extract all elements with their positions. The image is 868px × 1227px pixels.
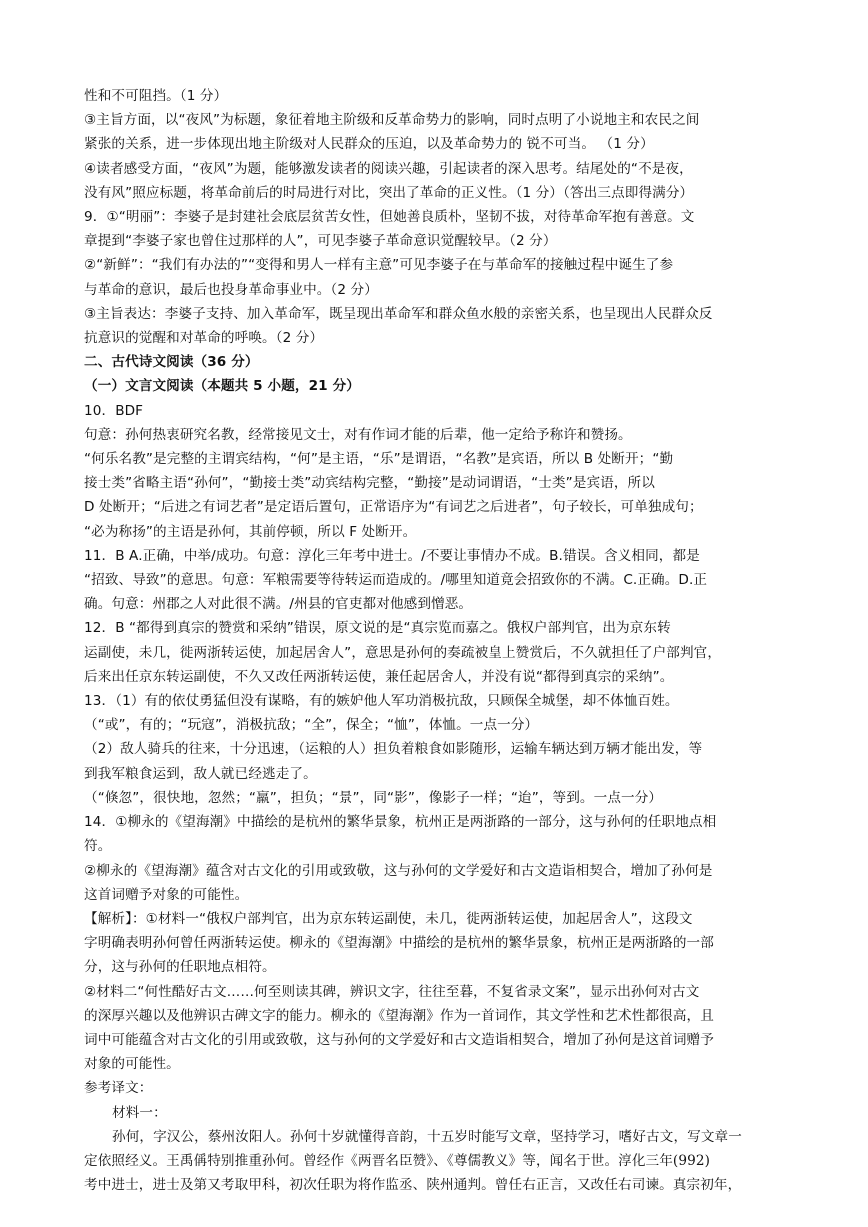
translation-line: 考中进士，进士及第又考取甲科，初次任职为将作监丞、陕州通判。曾任右正言，又改任右司谏。真宗初年， (84, 1177, 742, 1194)
text-line: ③主旨表达：李婆子支持、加入革命军，既呈现出革命军和群众鱼水般的亲密关系，也呈现出人民群众反 (84, 305, 713, 322)
text-line: 13．（1）有的依仗勇猛但没有谋略，有的嫉妒他人军功消极抗敌，只顾保全城堡，却不体恤百姓。 (84, 693, 679, 710)
text-line: ②“新鲜”：“我们有办法的”“变得和男人一样有主意”可见李婆子在与革命军的接触过程中诞生了参 (84, 257, 674, 274)
text-line: 的深厚兴趣以及他辨识古碑文字的能力。柳永的《望海潮》作为一首词作，其文学性和艺术性都很高，且 (84, 1007, 714, 1024)
text-line: “必为称扬”的主语是孙何，其前停顿，所以 F 处断开。 (84, 523, 417, 540)
subsection-heading: （一）文言文阅读（本题共 5 小题，21 分） (84, 378, 360, 395)
text-line: 9．①“明丽”：李婆子是封建社会底层贫苦女性，但她善良质朴，坚韧不拔，对待革命军抱有善意。文 (84, 209, 695, 226)
text-line: （“倏忽”，很快地，忽然；“羸”，担负；“景”，同“影”，像影子一样；“迨”，等到。一点一分） (84, 789, 663, 806)
text-line: 对象的可能性。 (84, 1056, 180, 1073)
text-line: 10．BDF (84, 402, 144, 419)
text-line: ④读者感受方面，“夜风”为题，能够激发读者的阅读兴趣，引起读者的深入思考。结尾处的“不是夜， (84, 160, 693, 177)
translation-line: 孙何，字汉公，蔡州汝阳人。孙何十岁就懂得音韵，十五岁时能写文章，坚持学习，嗜好古文，写文章一 (112, 1128, 742, 1145)
text-line: 性和不可阻挡。（1 分） (84, 88, 228, 104)
text-line: 紧张的关系，进一步体现出地主阶级对人民群众的压迫，以及革命势力的 锐不可当。 （1 分） (84, 136, 654, 153)
text-line: 12．B “都得到真宗的赞赏和采纳”错误，原文说的是“真宗览而嘉之。俄权户部判官，出为京东转 (84, 620, 671, 637)
text-line: “何乐名教”是完整的主谓宾结构，“何”是主语，“乐”是谓语，“名教”是宾语，所以 B 处断开；“勤 (84, 451, 674, 468)
text-line: （“或”，有的；“玩寇”，消极抗敌；“全”，保全；“恤”，体恤。一点一分） (84, 717, 539, 734)
text-line: 确。句意：州郡之人对此很不满。/州县的官吏都对他感到憎恶。 (84, 596, 473, 613)
text-line: 章提到“李婆子家也曾住过那样的人”，可见李婆子革命意识觉醒较早。（2 分） (84, 233, 557, 250)
text-line: 分，这与孙何的任职地点相符。 (84, 959, 276, 976)
text-line: 这首词赠予对象的可能性。 (84, 886, 249, 903)
text-line: 运副使，未几，徙两浙转运使，加起居舍人”，意思是孙何的奏疏被皇上赞赏后，不久就担任了户部判官， (84, 644, 722, 661)
translation-line: 定依照经义。王禹偁特别推重孙何。曾经作《两晋名臣赞》、《尊儒教义》等，闻名于世。淳化三年(992) (84, 1152, 710, 1169)
document-page (84, 84, 788, 1197)
text-line: 与革命的意识，最后也投身革命事业中。（2 分） (84, 281, 378, 298)
text-line: D 处断开；“后进之有词艺者”是定语后置句，正常语序为“有词艺之后进者”，句子较长，可单独成句； (84, 499, 703, 516)
text-line: 符。 (84, 838, 112, 855)
text-line: 没有风”照应标题，将革命前后的时局进行对比，突出了革命的正义性。（1 分）（答出三点即得满分） (84, 184, 694, 201)
text-line: 句意：孙何热衷研究名教，经常接见文士，对有作词才能的后辈，他一定给予称许和赞扬。 (84, 426, 632, 443)
text-line: “招致、导致”的意思。句意：军粮需要等待转运而造成的。/哪里知道竟会招致你的不满。C.正确。D.正 (84, 572, 708, 589)
text-line: 后来出任京东转运副使，不久又改任两浙转运使，兼任起居舍人，并没有说“都得到真宗的采纳”。 (84, 668, 674, 685)
text-line: ②柳永的《望海潮》蕴含对古文化的引用或致敬，这与孙何的文学爱好和古文造诣相契合，增加了孙何是 (84, 862, 713, 879)
text-line: （2）敌人骑兵的往来，十分迅速，（运粮的人）担负着粮食如影随形，运输车辆达到万辆才能出发，等 (84, 741, 703, 758)
text-line: 字明确表明孙何曾任两浙转运使。柳永的《望海潮》中描绘的是杭州的繁华景象，杭州正是两浙路的一部 (84, 935, 714, 952)
text-line: ②材料二“何性酷好古文……何至则读其碑，辨识文字，往往至暮，不复省录文案”，显示出孙何对古文 (84, 983, 700, 1000)
text-line: 词中可能蕴含对古文化的引用或致敬，这与孙何的文学爱好和古文造诣相契合，增加了孙何是这首词赠予 (84, 1031, 714, 1048)
material-label: 材料一： (112, 1104, 167, 1121)
text-line: 抗意识的觉醒和对革命的呼唤。（2 分） (84, 330, 324, 347)
text-line: 到我军粮食运到，敌人就已经逃走了。 (84, 765, 317, 782)
text-line: 【解析】：①材料一“俄权户部判官，出为京东转运副使，未几，徙两浙转运使，加起居舍人”，这段文 (84, 910, 693, 927)
section-heading: 二、古代诗文阅读（36 分） (84, 354, 259, 371)
text-line: 参考译文： (84, 1080, 153, 1097)
text-line: ③主旨方面，以“夜风”为标题，象征着地主阶级和反革命势力的影响，同时点明了小说地主和农民之间 (84, 112, 700, 129)
text-line: 11．B A.正确，中举/成功。句意：淳化三年考中进士。/不要让事情办不成。B.错误。含义相同，都是 (84, 547, 700, 564)
text-line: 14．①柳永的《望海潮》中描绘的是杭州的繁华景象，杭州正是两浙路的一部分，这与孙何的任职地点相 (84, 814, 717, 831)
text-line: 接士类”省略主语“孙何”，“勤接士类”动宾结构完整，“勤接”是动词谓语，“士类”是宾语，所以 (84, 475, 655, 492)
